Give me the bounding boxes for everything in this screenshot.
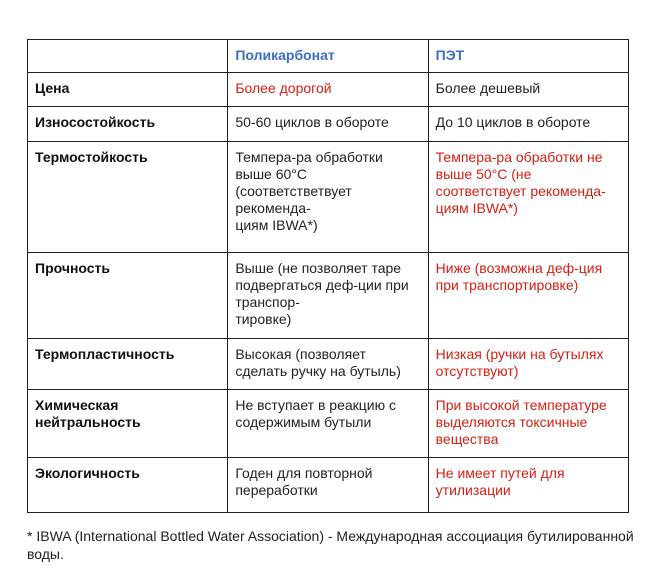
row-label: Термостойкость [28, 142, 228, 253]
cell-pet: Ниже (возможна деф-ция при транспортировке) [428, 253, 628, 339]
table-row [28, 253, 629, 339]
header-polycarbonate: Поликарбонат [228, 40, 428, 73]
cell-polycarbonate: Темпера-ра обработки выше 60°С (соответстветвует рекоменда- циям IBWA*) [228, 142, 428, 253]
row-label: Термопластичность [28, 339, 228, 390]
cell-polycarbonate: Высокая (позволяет сделать ручку на бутыль) [228, 339, 428, 390]
cell-polycarbonate: Выше (не позволяет таре подвергаться деф-ции при транспор- тировке) [228, 253, 428, 339]
row-label: Экологичность [28, 458, 228, 513]
comparison-table [27, 39, 629, 513]
row-label: Цена [28, 73, 228, 107]
cell-pet: Более дешевый [428, 73, 628, 107]
cell-pet: Низкая (ручки на бутылях отсутствуют) [428, 339, 628, 390]
table-row [28, 458, 629, 513]
header-pet: ПЭТ [428, 40, 628, 73]
table-row [28, 142, 629, 253]
footnote: * IBWA (International Bottled Water Association) - Международная ассоциация бутилированной воды. [27, 528, 634, 562]
table-row [28, 390, 629, 458]
cell-pet: До 10 циклов в обороте [428, 107, 628, 142]
row-label: Прочность [28, 253, 228, 339]
table-row [28, 73, 629, 107]
table-row [28, 339, 629, 390]
header-empty-cell [28, 40, 228, 73]
table-row [28, 107, 629, 142]
row-label: Износостойкость [28, 107, 228, 142]
cell-polycarbonate: Не вступает в реакцию с содержимым бутыли [228, 390, 428, 458]
cell-polycarbonate: 50-60 циклов в обороте [228, 107, 428, 142]
cell-polycarbonate: Более дорогой [228, 73, 428, 107]
cell-pet: Темпера-ра обработки не выше 50°С (не соответствует рекоменда- циям IBWA*) [428, 142, 628, 253]
cell-pet: При высокой температуре выделяются токсичные вещества [428, 390, 628, 458]
table-header-row [28, 40, 629, 73]
cell-pet: Не имеет путей для утилизации [428, 458, 628, 513]
cell-polycarbonate: Годен для повторной переработки [228, 458, 428, 513]
row-label: Химическая нейтральность [28, 390, 228, 458]
